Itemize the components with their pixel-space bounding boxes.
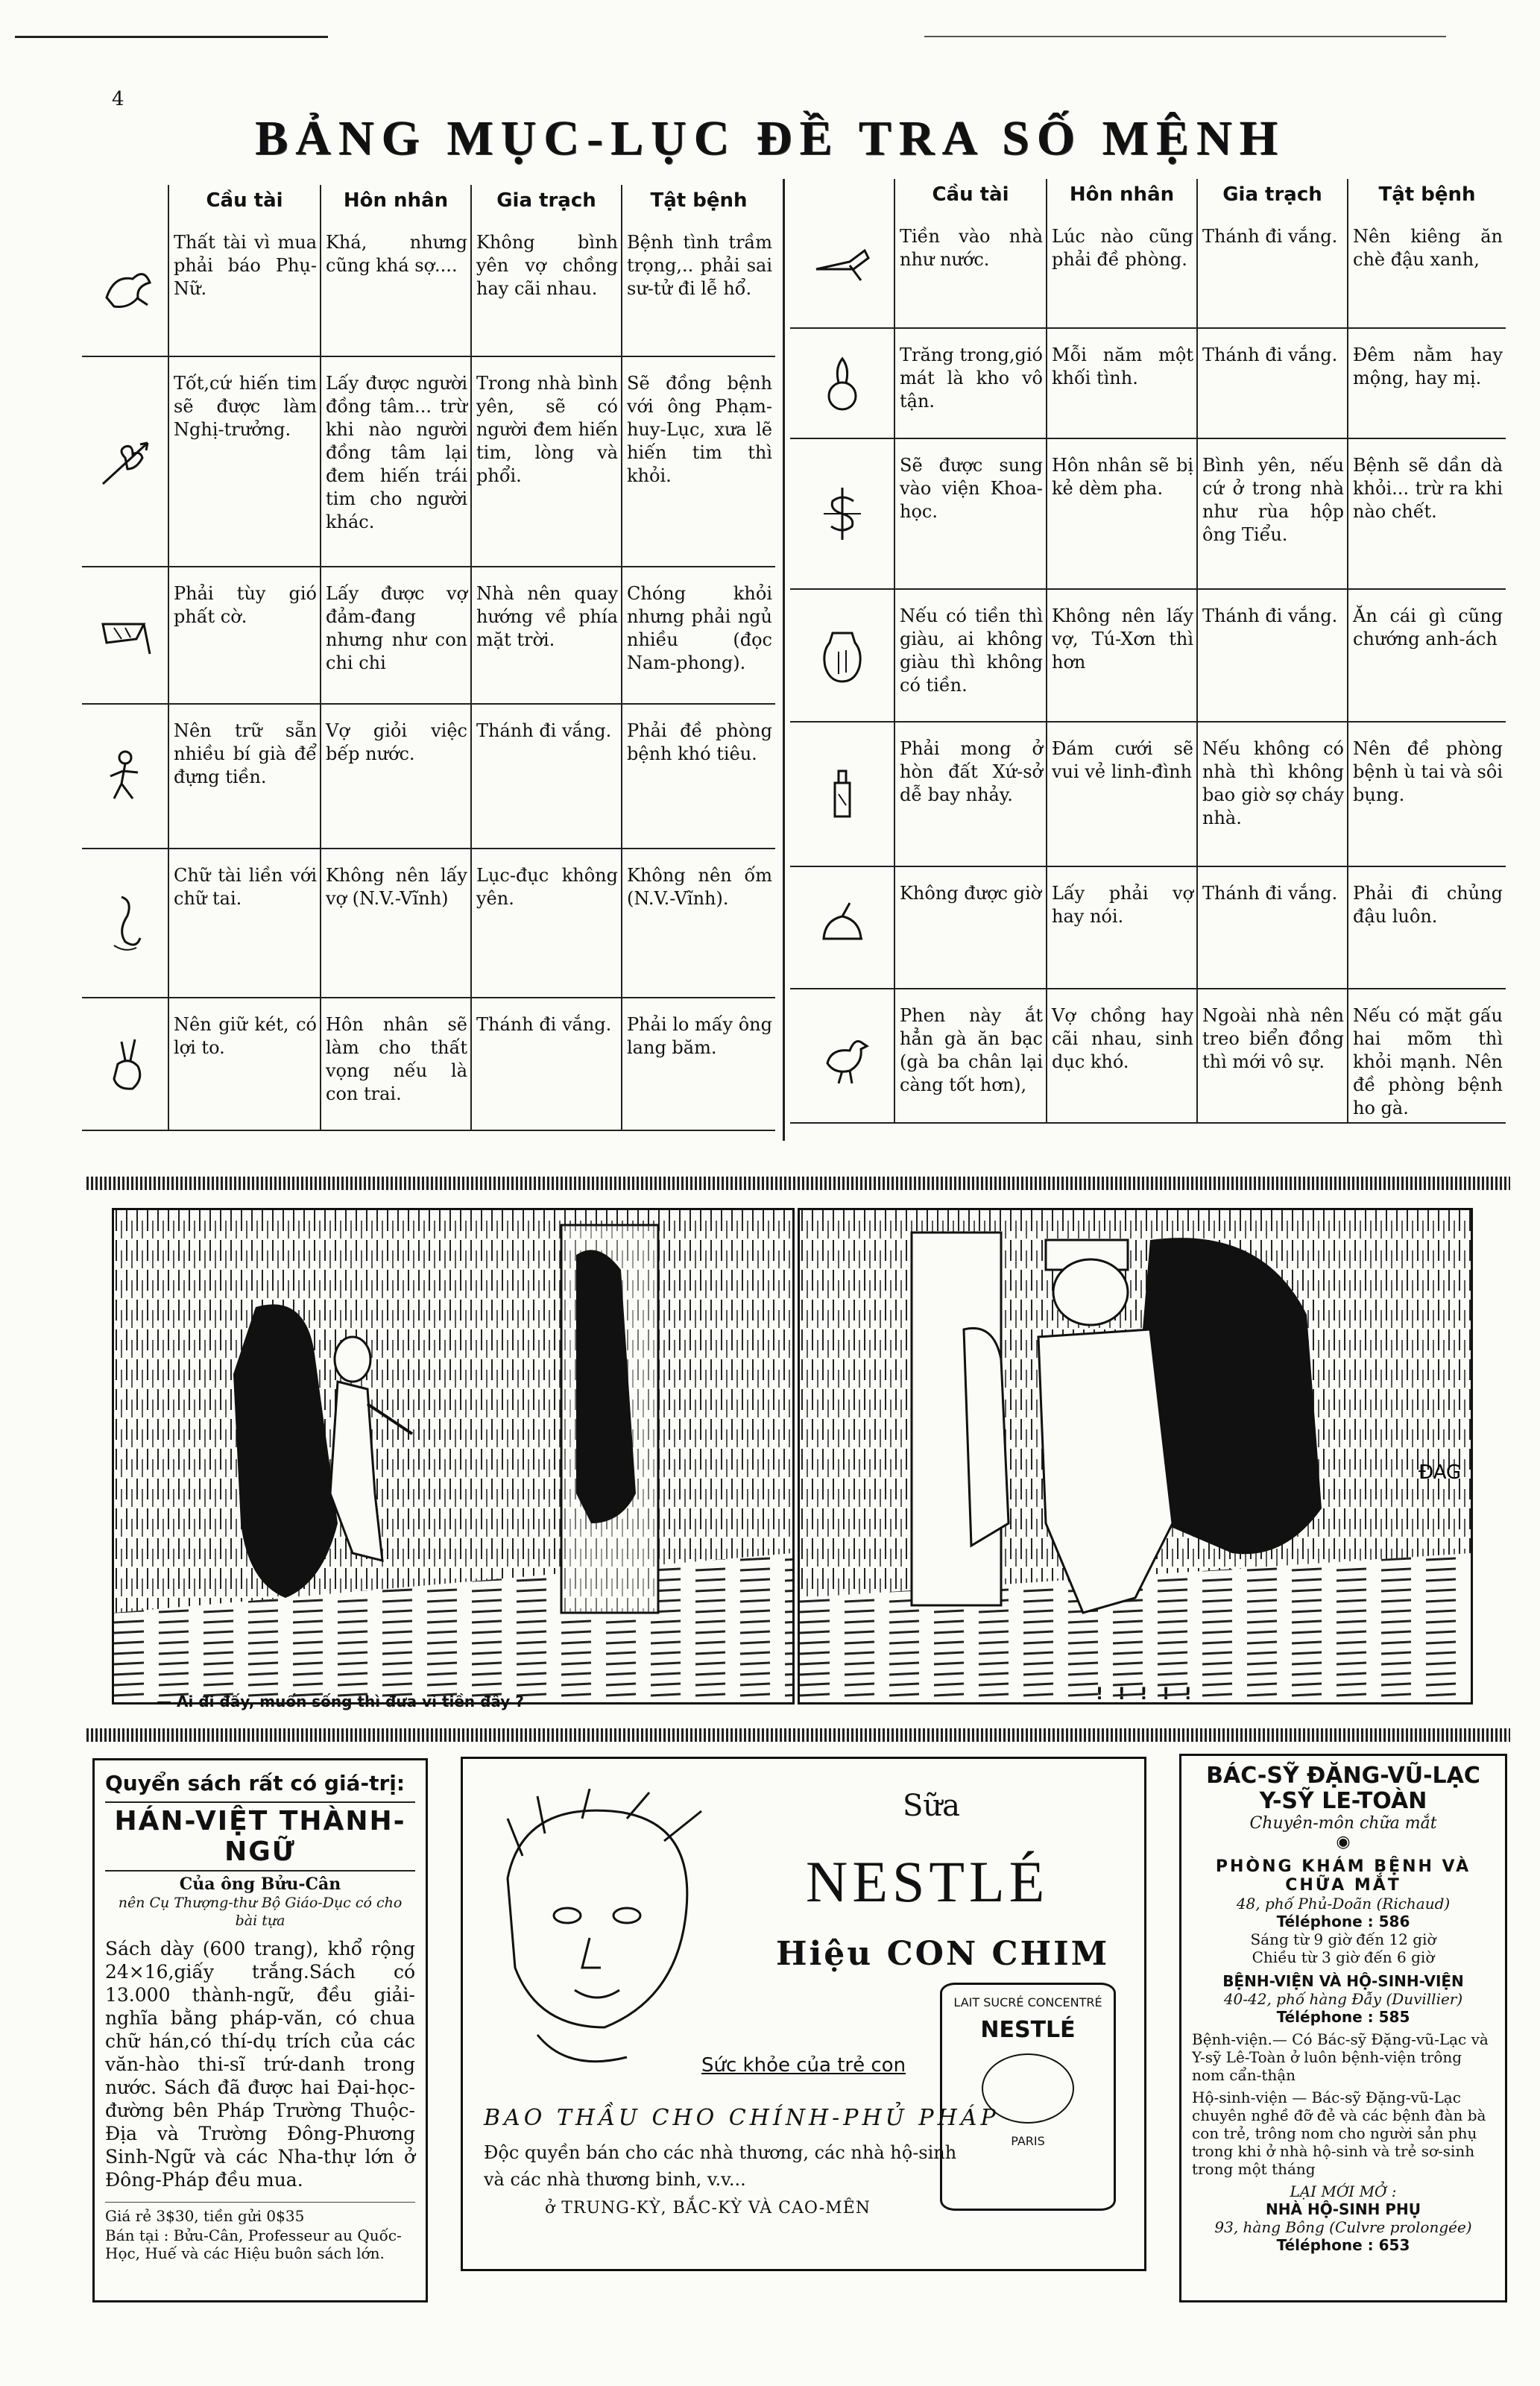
ad-doctor-note-2: Hộ-sinh-viện — Bác-sỹ Đặng-vũ-Lạc chuyên nghề đỡ đẻ và các bệnh đàn bà con trẻ, trông nom cho người sản phụ trong khi ở nhà hộ-sinh và trẻ sơ-sinh trong một tháng (1192, 2088, 1486, 2178)
table-row (82, 849, 775, 998)
ad-doctor-maternity: NHÀ HỘ-SINH PHỤ (1266, 2200, 1421, 2218)
ad-nestle-monopoly: Độc quyền bán cho các nhà thương, các nhà hộ-sinh và các nhà thương binh, v.v... (484, 2142, 957, 2190)
cell-tat-benh: Phải đi chủng đậu luôn. (1348, 866, 1506, 989)
cell-tat-benh: Sẽ đồng bệnh với ông Phạm-huy-Lục, xưa lẽ hiến tim thì khỏi. (622, 356, 775, 567)
can-label-1: LAIT SUCRÉ CONCENTRÉ (953, 1995, 1102, 2009)
ad-book-title: HÁN-VIỆT THÀNH-NGỮ (105, 1801, 415, 1872)
cell-gia-trach: Thánh đi vắng. (1197, 589, 1348, 722)
ad-doctor-maternity-tel: Téléphone : 653 (1276, 2236, 1410, 2254)
cell-hon-nhan: Hôn nhân sẽ làm cho thất vọng nếu là con trai. (321, 998, 471, 1130)
symbol-header (82, 185, 168, 216)
comic-caption: — Ai đi đấy, muốn sống thì đưa vì tiền đây ? (157, 1693, 524, 1710)
ad-doctor-note-1: Bệnh-viện.— Có Bác-sỹ Đặng-vũ-Lạc và Y-sỹ Lê-Toàn ở luôn bệnh-viện trông nom cẩn-thận (1192, 2030, 1489, 2084)
cell-gia-trach: Bình yên, nếu cứ ở trong nhà như rùa hộp ông Tiểu. (1197, 438, 1348, 589)
header-hon-nhan: Hôn nhân (321, 185, 471, 216)
ad-doctor-clinic-addr: 48, phố Phủ-Doãn (Richaud) (1236, 1895, 1451, 1913)
ad-book-body: Sách dày (600 trang), khổ rộng 24×16,giấy trắng.Sách có 13.000 thành-ngữ, đều giải-nghĩa bằng pháp-văn, có chua chữ hán,có thí-dụ trích của các văn-hào thi-sĩ trứ-danh trong nước. Sách đã được hai Đại-học-đường bên Pháp Trường Thuộc-Địa và Trường Đông-Phương Sinh-Ngữ và các Nha-thự lớn ở Đông-Pháp đều mua. (105, 1938, 415, 2191)
comic-caption-2: ! ! ! ! ! (1096, 1685, 1196, 1704)
cell-tat-benh: Nếu có mặt gấu hai mõm thì khỏi mạnh. Nên đề phòng bệnh ho gà. (1348, 989, 1506, 1123)
cell-hon-nhan: Lúc nào cũng phải đề phòng. (1047, 210, 1197, 328)
cell-hon-nhan: Không nên lấy vợ, Tú-Xơn thì hơn (1047, 589, 1197, 722)
cell-cau-tai: Tiền vào nhà như nước. (894, 210, 1047, 328)
page-title: BẢNG MỤC-LỤC ĐỀ TRA SỐ MỆNH (255, 111, 1285, 166)
table-row (82, 356, 775, 567)
chicken-symbol-icon (790, 989, 894, 1123)
cell-gia-trach: Thánh đi vắng. (1197, 210, 1348, 328)
ad-doctor-hospital-tel: Téléphone : 585 (1276, 2008, 1410, 2026)
can-label-2: NESTLÉ (980, 2017, 1076, 2043)
fortune-table-right (790, 179, 1506, 1124)
cell-hon-nhan: Đám cưới sẽ vui vẻ linh-đình (1047, 722, 1197, 866)
fortune-table-left (82, 185, 775, 1131)
cell-gia-trach: Trong nhà bình yên, sẽ có người đem hiến tim, lòng và phổi. (471, 356, 622, 567)
ad-book (92, 1758, 428, 2302)
comic-border-top (86, 1177, 1510, 1190)
cell-gia-trach: Không bình yên vợ chồng hay cãi nhau. (471, 216, 622, 356)
cell-gia-trach: Ngoài nhà nên treo biển đồng thì mới vô sự. (1197, 989, 1348, 1123)
eye-icon: ◉ (1336, 1833, 1351, 1851)
ad-nestle-sua: Sữa (903, 1789, 961, 1823)
cell-hon-nhan: Không nên lấy vợ (N.V.-Vĩnh) (321, 849, 471, 998)
cell-cau-tai: Nên giữ két, có lợi to. (168, 998, 321, 1130)
cell-hon-nhan: Lấy được người đồng tâm... trừ khi nào người đồng tâm lại đem hiến trái tim cho người khác. (321, 356, 471, 567)
comic-panel-2 (798, 1208, 1473, 1704)
ad-book-author: Của ông Bửu-Cân (179, 1875, 341, 1894)
table-row (790, 989, 1506, 1123)
table-row (790, 328, 1506, 438)
ad-doctor-maternity-addr: 93, hàng Bông (Culvre prolongée) (1214, 2218, 1472, 2236)
gourd-symbol-icon (790, 328, 894, 438)
comic-drawing-1 (114, 1210, 792, 1702)
cell-cau-tai: Thất tài vì mua phải báo Phụ-Nữ. (168, 216, 321, 356)
ad-doctor-clinic-tel: Téléphone : 586 (1276, 1913, 1410, 1930)
ad-book-head: Quyển sách rất có giá-trị: (105, 1771, 405, 1795)
header-gia-trach: Gia trạch (471, 185, 622, 216)
knife-symbol-icon (790, 210, 894, 328)
cell-tat-benh: Nên đề phòng bệnh ù tai và sôi bụng. (1348, 722, 1506, 866)
figure-symbol-icon (82, 704, 168, 849)
can-label-3: PARIS (1011, 2134, 1045, 2148)
cell-tat-benh: Phải lo mấy ông lang băm. (622, 998, 775, 1130)
cell-cau-tai: Nên trữ sẵn nhiều bí già để đựng tiền. (168, 704, 321, 849)
table-row (82, 567, 775, 704)
cell-gia-trach: Thánh đi vắng. (1197, 866, 1348, 989)
cell-tat-benh: Ăn cái gì cũng chướng anh-ách (1348, 589, 1506, 722)
table-row (82, 998, 775, 1130)
dragon-symbol-icon (82, 216, 168, 356)
rabbit-symbol-icon (82, 998, 168, 1130)
cell-tat-benh: Không nên ốm (N.V.-Vĩnh). (622, 849, 775, 998)
ad-book-price: Giá rẻ 3$30, tiền gửi 0$35 (105, 2202, 415, 2225)
ad-doctor-invite: LẠI MỚI MỞ : (1290, 2182, 1397, 2200)
top-rule (15, 36, 328, 38)
cell-gia-trach: Nhà nên quay hướng về phía mặt trời. (471, 567, 622, 704)
cell-cau-tai: Tốt,cứ hiến tim sẽ được làm Nghị-trưởng. (168, 356, 321, 567)
child-portrait-illustration (478, 1789, 716, 2102)
comic-panel-1 (112, 1208, 795, 1704)
table-row (790, 210, 1506, 328)
ad-book-sellers: Bán tại : Bửu-Cân, Professeur au Quốc-Học, Huế và các Hiệu buôn sách lớn. (105, 2226, 402, 2262)
ad-doctor-specialty: Chuyên-môn chữa mắt (1249, 1814, 1437, 1833)
cell-gia-trach: Lục-đục không yên. (471, 849, 622, 998)
pot-symbol-icon (790, 866, 894, 989)
cell-gia-trach: Nếu không có nhà thì không bao giờ sợ cháy nhà. (1197, 722, 1348, 866)
cell-tat-benh: Bệnh tình trầm trọng,.. phải sai sư-tử đi lễ hổ. (622, 216, 775, 356)
ad-doctor (1179, 1754, 1507, 2302)
header-tat-benh: Tật bệnh (1348, 179, 1506, 210)
cell-hon-nhan: Vợ chồng hay cãi nhau, sinh dục khó. (1047, 989, 1197, 1123)
cell-tat-benh: Chóng khỏi nhưng phải ngủ nhiều (đọc Nam-phong). (622, 567, 775, 704)
cell-hon-nhan: Lấy phải vợ hay nói. (1047, 866, 1197, 989)
table-row (82, 216, 775, 356)
milk-can-illustration (940, 1983, 1116, 2211)
table-divider (783, 179, 785, 1141)
cell-cau-tai: Phen này ắt hẳn gà ăn bạc (gà ba chân lại càng tốt hơn), (894, 989, 1047, 1123)
cell-cau-tai: Không được giờ (894, 866, 1047, 989)
symbol-header (790, 179, 894, 210)
header-gia-trach: Gia trạch (1197, 179, 1348, 210)
cell-tat-benh: Nên kiêng ăn chè đậu xanh, (1348, 210, 1506, 328)
comic-drawing-2 (800, 1210, 1471, 1702)
page-number: 4 (112, 88, 124, 110)
cell-cau-tai: Trăng trong,gió mát là kho vô tận. (894, 328, 1047, 438)
table-row (790, 589, 1506, 722)
cell-cau-tai: Sẽ được sung vào viện Khoa-học. (894, 438, 1047, 589)
cell-hon-nhan: Khá, nhưng cũng khá sợ.... (321, 216, 471, 356)
hook-symbol-icon (82, 849, 168, 998)
cell-tat-benh: Phải đề phòng bệnh khó tiêu. (622, 704, 775, 849)
ad-nestle-contract: BAO THẦU CHO CHÍNH-PHỦ PHÁP (484, 2105, 1000, 2131)
cell-gia-trach: Thánh đi vắng. (1197, 328, 1348, 438)
flag-symbol-icon (82, 567, 168, 704)
comic-signature: ĐAG (1418, 1461, 1462, 1484)
ad-doctor-hours-1: Sáng từ 9 giờ đến 12 giờ (1250, 1930, 1436, 1948)
bottle-symbol-icon (790, 722, 894, 866)
table-row (790, 866, 1506, 989)
cell-gia-trach: Thánh đi vắng. (471, 998, 622, 1130)
cell-cau-tai: Chữ tài liền với chữ tai. (168, 849, 321, 998)
cell-cau-tai: Phải tùy gió phất cờ. (168, 567, 321, 704)
header-cau-tai: Cầu tài (168, 185, 321, 216)
ad-doctor-names: BÁC-SỸ ĐẶNG-VŨ-LẠC Y-SỸ LE-TOÀN (1206, 1763, 1480, 1814)
ad-doctor-clinic: PHÒNG KHÁM BỆNH VÀ CHỮA MẮT (1215, 1857, 1471, 1895)
cell-tat-benh: Bệnh sẽ dần dà khỏi... trừ ra khi nào chết. (1348, 438, 1506, 589)
cell-hon-nhan: Lấy được vợ đảm-đang nhưng như con chi chi (321, 567, 471, 704)
table-row (790, 722, 1506, 866)
table-row (82, 704, 775, 849)
ad-doctor-hospital: BỆNH-VIỆN VÀ HỘ-SINH-VIỆN (1222, 1972, 1464, 1990)
cell-cau-tai: Phải mong ở hòn đất Xứ-sở dễ bay nhảy. (894, 722, 1047, 866)
ad-nestle-places: ở TRUNG-KỲ, BẮC-KỲ VÀ CAO-MÊN (545, 2199, 871, 2217)
comic-border-bottom (86, 1728, 1510, 1742)
ad-doctor-hospital-addr: 40-42, phố hàng Đẫy (Duvillier) (1223, 1990, 1463, 2008)
ad-nestle-hieu: Hiệu CON CHIM (776, 1935, 1110, 1973)
cell-cau-tai: Nếu có tiền thì giàu, ai không giàu thì không có tiền. (894, 589, 1047, 722)
jar-symbol-icon (790, 589, 894, 722)
ad-nestle-slogan: Sức khỏe của trẻ con (701, 2054, 906, 2077)
table-row (790, 438, 1506, 589)
arrow-heart-symbol-icon (82, 356, 168, 567)
cell-hon-nhan: Hôn nhân sẽ bị kẻ dèm pha. (1047, 438, 1197, 589)
bird-nest-logo-icon (982, 2053, 1074, 2124)
top-rule-right (924, 36, 1446, 37)
cell-hon-nhan: Mỗi năm một khối tình. (1047, 328, 1197, 438)
cell-gia-trach: Thánh đi vắng. (471, 704, 622, 849)
ad-book-subtitle: nên Cụ Thượng-thư Bộ Giáo-Dục có cho bài tựa (118, 1895, 403, 1929)
cell-hon-nhan: Vợ giỏi việc bếp nước. (321, 704, 471, 849)
header-cau-tai: Cầu tài (894, 179, 1047, 210)
ad-doctor-hours-2: Chiều từ 3 giờ đến 6 giờ (1252, 1948, 1435, 1966)
header-hon-nhan: Hôn nhân (1047, 179, 1197, 210)
dollar-symbol-icon (790, 438, 894, 589)
ad-nestle (461, 1757, 1146, 2271)
ad-nestle-brand: NESTLÉ (806, 1849, 1050, 1914)
header-tat-benh: Tật bệnh (622, 185, 775, 216)
cell-tat-benh: Đêm nằm hay mộng, hay mị. (1348, 328, 1506, 438)
